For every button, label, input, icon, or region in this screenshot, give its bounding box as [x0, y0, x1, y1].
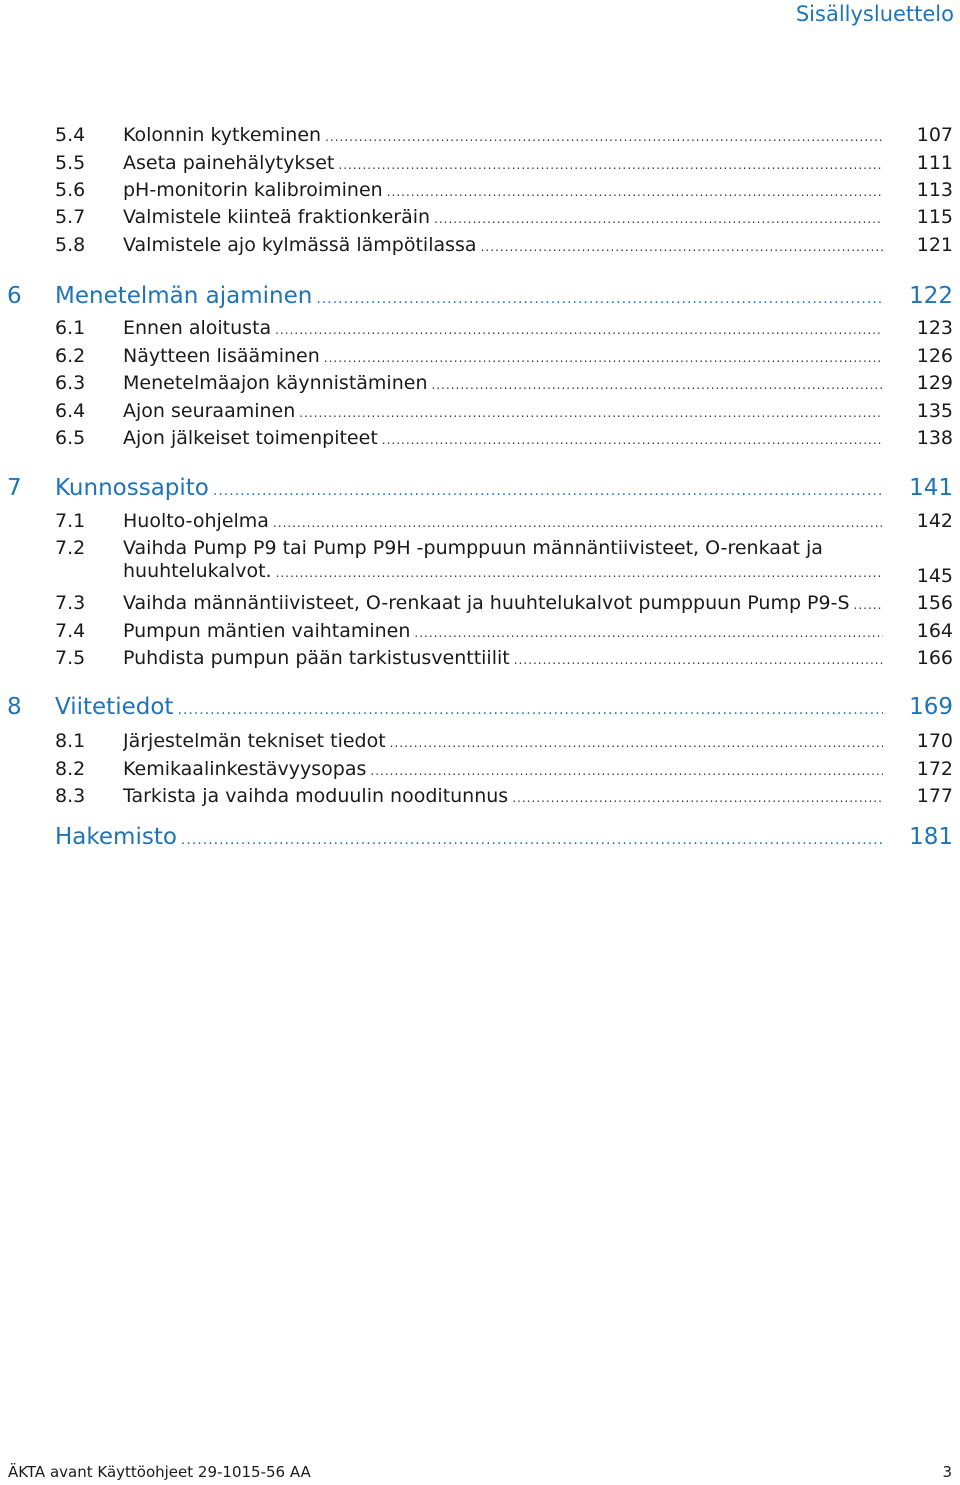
toc-entry-title: Ennen aloitusta	[123, 317, 272, 339]
toc-entry-number: 7.2	[55, 537, 86, 559]
toc-entry-number: 8.3	[55, 785, 86, 807]
dot-leader	[324, 351, 883, 365]
toc-chapter-title: Menetelmän ajaminen	[55, 283, 313, 309]
toc-entry-page: 115	[916, 206, 953, 228]
toc-entry-number: 7.1	[55, 510, 86, 532]
toc-chapter-page: 141	[909, 475, 953, 501]
toc-chapter-number: 6	[7, 283, 22, 309]
toc-entry-number: 7.3	[55, 592, 86, 614]
toc-entry-number: 6.5	[55, 427, 86, 449]
dot-leader	[370, 764, 883, 778]
toc-entry-title: Kolonnin kytkeminen	[123, 124, 322, 146]
toc-entry-page: 138	[916, 427, 953, 449]
toc-entry-7-2[interactable]	[0, 537, 960, 593]
toc-entry-number: 5.8	[55, 234, 86, 256]
toc-chapter-title: Hakemisto	[55, 824, 177, 850]
footer-page-number: 3	[942, 1463, 952, 1481]
toc-chapter-page: 181	[909, 824, 953, 850]
toc-entry-page: 107	[916, 124, 953, 146]
toc-entry-5-4[interactable]	[0, 124, 960, 152]
toc-entry-title: Ajon seuraaminen	[123, 400, 296, 422]
toc-chapter-title: Kunnossapito	[55, 475, 209, 501]
dot-leader	[854, 598, 883, 612]
toc-entry-8-1[interactable]	[0, 730, 960, 758]
toc-chapter-index[interactable]	[0, 824, 960, 852]
dot-leader	[434, 212, 883, 226]
toc-entry-6-1[interactable]	[0, 317, 960, 345]
running-header-title: Sisällysluettelo	[795, 2, 954, 26]
toc-chapter-page: 169	[909, 694, 953, 720]
dot-leader	[273, 516, 883, 530]
toc-entry-number: 7.4	[55, 620, 86, 642]
toc-entry-number: 5.4	[55, 124, 86, 146]
toc-entry-number: 6.1	[55, 317, 86, 339]
dot-leader	[431, 378, 883, 392]
toc-entry-5-6[interactable]	[0, 179, 960, 207]
dot-leader	[387, 185, 883, 199]
toc-entry-title: Pumpun mäntien vaihtaminen	[123, 620, 411, 642]
toc-entry-page: 121	[916, 234, 953, 256]
toc-entry-5-8[interactable]	[0, 234, 960, 262]
toc-entry-page: 129	[916, 372, 953, 394]
toc-entry-page: 123	[916, 317, 953, 339]
toc-entry-number: 8.2	[55, 758, 86, 780]
toc-entry-7-3[interactable]	[0, 592, 960, 620]
dot-leader	[481, 240, 883, 254]
toc-entry-title: Valmistele ajo kylmässä lämpötilassa	[123, 234, 477, 256]
toc-chapter-number: 8	[7, 694, 22, 720]
toc-entry-number: 6.4	[55, 400, 86, 422]
toc-entry-5-7[interactable]	[0, 206, 960, 234]
dot-leader	[514, 653, 883, 667]
toc-entry-page: 135	[916, 400, 953, 422]
toc-chapter-number: 7	[7, 475, 22, 501]
toc-entry-page: 170	[916, 730, 953, 752]
toc-chapter-title: Viitetiedot	[55, 694, 174, 720]
toc-entry-number: 5.7	[55, 206, 86, 228]
toc-entry-page: 145	[916, 565, 953, 587]
toc-entry-title-continuation: huuhtelukalvot.	[123, 560, 272, 582]
toc-entry-title: Näytteen lisääminen	[123, 345, 320, 367]
toc-chapter-6[interactable]	[0, 283, 960, 311]
toc-entry-6-5[interactable]	[0, 427, 960, 455]
toc-entry-5-5[interactable]	[0, 152, 960, 180]
dot-leader	[213, 483, 883, 499]
dot-leader	[390, 736, 883, 750]
dot-leader	[325, 130, 883, 144]
toc-chapter-7[interactable]	[0, 475, 960, 503]
dot-leader	[414, 626, 883, 640]
toc-entry-number: 6.3	[55, 372, 86, 394]
toc-entry-title: Aseta painehälytykset	[123, 152, 335, 174]
toc-entry-title: Menetelmäajon käynnistäminen	[123, 372, 428, 394]
dot-leader	[338, 158, 883, 172]
toc-entry-6-2[interactable]	[0, 345, 960, 373]
toc-entry-6-3[interactable]	[0, 372, 960, 400]
toc-entry-title: Valmistele kiinteä fraktionkeräin	[123, 206, 431, 228]
dot-leader	[512, 791, 883, 805]
toc-entry-title: Ajon jälkeiset toimenpiteet	[123, 427, 378, 449]
toc-entry-title: Kemikaalinkestävyysopas	[123, 758, 367, 780]
dot-leader	[177, 702, 883, 718]
dot-leader	[299, 406, 883, 420]
dot-leader	[276, 566, 883, 580]
toc-entry-8-2[interactable]	[0, 758, 960, 786]
toc-entry-page: 142	[916, 510, 953, 532]
dot-leader	[316, 291, 883, 307]
toc-entry-page: 111	[916, 152, 953, 174]
toc-entry-8-3[interactable]	[0, 785, 960, 813]
dot-leader	[275, 323, 883, 337]
toc-entry-title: Järjestelmän tekniset tiedot	[123, 730, 386, 752]
toc-entry-page: 166	[916, 647, 953, 669]
toc-entry-number: 7.5	[55, 647, 86, 669]
toc-entry-page: 177	[916, 785, 953, 807]
toc-entry-title: Vaihda männäntiivisteet, O-renkaat ja huuhtelukalvot pumppuun Pump P9-S	[123, 592, 850, 614]
toc-entry-title: pH-monitorin kalibroiminen	[123, 179, 383, 201]
toc-entry-7-5[interactable]	[0, 647, 960, 675]
toc-entry-page: 172	[916, 758, 953, 780]
toc-entry-page: 113	[916, 179, 953, 201]
toc-entry-number: 5.5	[55, 152, 86, 174]
toc-entry-page: 156	[916, 592, 953, 614]
toc-chapter-page: 122	[909, 283, 953, 309]
toc-entry-7-4[interactable]	[0, 620, 960, 648]
toc-entry-7-1[interactable]	[0, 510, 960, 538]
toc-entry-title: Huolto-ohjelma	[123, 510, 269, 532]
dot-leader	[181, 832, 883, 848]
toc-entry-6-4[interactable]	[0, 400, 960, 428]
dot-leader	[382, 433, 883, 447]
footer-document-title: ÄKTA avant Käyttöohjeet 29-1015-56 AA	[8, 1463, 311, 1481]
toc-chapter-8[interactable]	[0, 694, 960, 722]
toc-entry-page: 126	[916, 345, 953, 367]
toc-entry-page: 164	[916, 620, 953, 642]
toc-entry-number: 6.2	[55, 345, 86, 367]
toc-entry-title: Vaihda Pump P9 tai Pump P9H -pumppuun männäntiivisteet, O-renkaat ja	[123, 537, 823, 559]
toc-entry-title: Puhdista pumpun pään tarkistusventtiilit	[123, 647, 510, 669]
toc-entry-title: Tarkista ja vaihda moduulin nooditunnus	[123, 785, 509, 807]
toc-entry-number: 5.6	[55, 179, 86, 201]
toc-entry-number: 8.1	[55, 730, 86, 752]
